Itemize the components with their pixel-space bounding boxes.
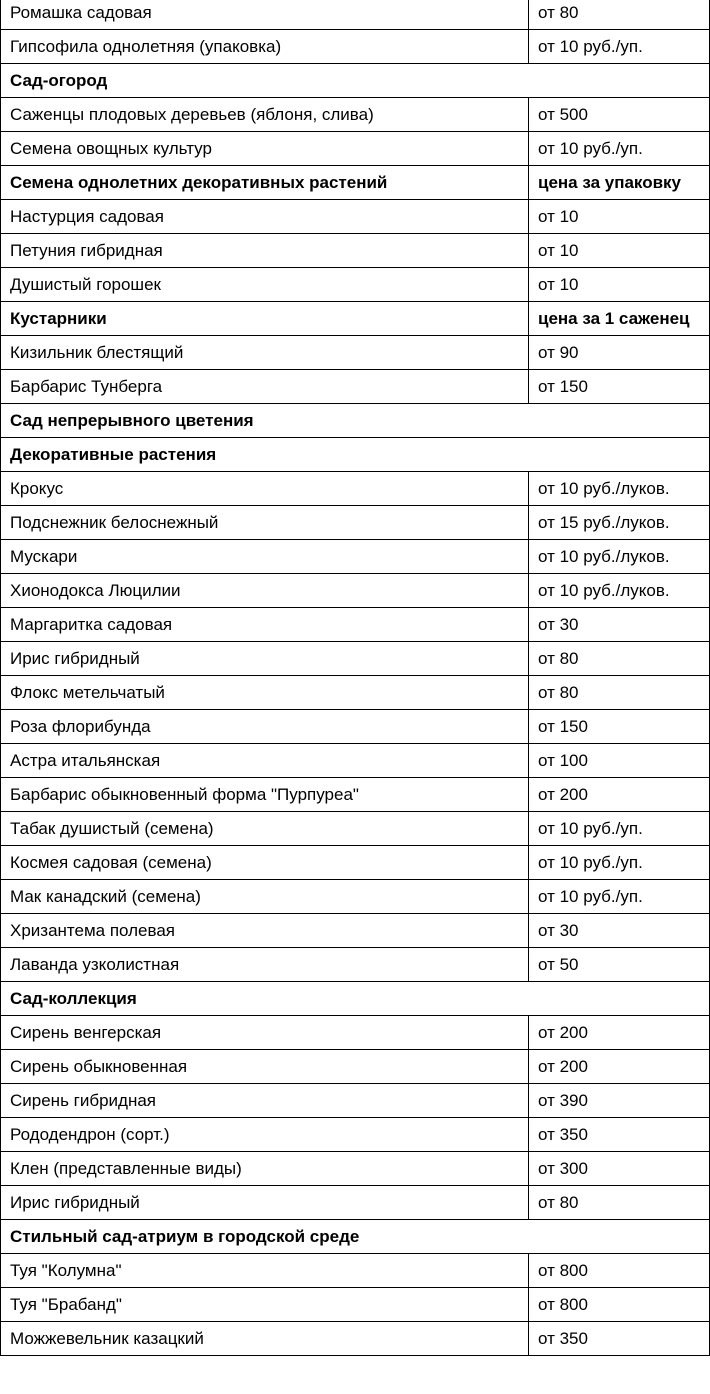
plant-price: от 50: [529, 948, 710, 982]
plant-name: Кизильник блестящий: [1, 336, 529, 370]
plant-price: от 30: [529, 914, 710, 948]
table-row: [1, 846, 710, 880]
plant-price: от 10: [529, 234, 710, 268]
table-row: [1, 948, 710, 982]
plant-price: от 200: [529, 1050, 710, 1084]
table-row: [1, 676, 710, 710]
plant-price: от 150: [529, 710, 710, 744]
plant-name: Подснежник белоснежный: [1, 506, 529, 540]
plant-price: от 30: [529, 608, 710, 642]
plant-name: Туя "Брабанд": [1, 1288, 529, 1322]
plant-name: Сирень венгерская: [1, 1016, 529, 1050]
plant-price: от 10 руб./луков.: [529, 574, 710, 608]
plant-price: от 10: [529, 268, 710, 302]
plant-price: от 10 руб./луков.: [529, 472, 710, 506]
plant-name: Барбарис Тунберга: [1, 370, 529, 404]
table-row: [1, 370, 710, 404]
plant-price: от 10 руб./луков.: [529, 540, 710, 574]
plant-price: от 10: [529, 200, 710, 234]
plant-name: Клен (представленные виды): [1, 1152, 529, 1186]
plant-name: Сирень гибридная: [1, 1084, 529, 1118]
table-row: [1, 506, 710, 540]
table-row: [1, 200, 710, 234]
plant-price: от 100: [529, 744, 710, 778]
plant-name: Душистый горошек: [1, 268, 529, 302]
plant-price: от 350: [529, 1322, 710, 1356]
plant-price: от 350: [529, 1118, 710, 1152]
table-row: [1, 336, 710, 370]
plant-name: Настурция садовая: [1, 200, 529, 234]
plant-price: от 10 руб./уп.: [529, 880, 710, 914]
column-header-row: [1, 166, 710, 200]
plant-price: от 200: [529, 1016, 710, 1050]
plant-price: от 80: [529, 642, 710, 676]
table-row: [1, 1254, 710, 1288]
table-row: [1, 880, 710, 914]
table-row: [1, 1050, 710, 1084]
plant-name: Саженцы плодовых деревьев (яблоня, слива): [1, 98, 529, 132]
category-title: Кустарники: [1, 302, 529, 336]
table-row: [1, 30, 710, 64]
price-unit-header: цена за упаковку: [529, 166, 710, 200]
plant-price: от 10 руб./уп.: [529, 846, 710, 880]
table-row: [1, 1152, 710, 1186]
plant-name: Маргаритка садовая: [1, 608, 529, 642]
plant-name: Роза флорибунда: [1, 710, 529, 744]
plant-price: от 800: [529, 1254, 710, 1288]
plant-price: от 10 руб./уп.: [529, 132, 710, 166]
plant-name: Ирис гибридный: [1, 642, 529, 676]
table-row: [1, 1118, 710, 1152]
plant-name: Мускари: [1, 540, 529, 574]
section-row: [1, 1220, 710, 1254]
plant-price: от 800: [529, 1288, 710, 1322]
plant-name: Хионодокса Люцилии: [1, 574, 529, 608]
table-row: [1, 1084, 710, 1118]
table-row: [1, 608, 710, 642]
plant-name: Ромашка садовая: [1, 0, 529, 30]
table-row: [1, 744, 710, 778]
plant-price: от 300: [529, 1152, 710, 1186]
section-title: Сад-огород: [1, 64, 710, 98]
plant-name: Флокс метельчатый: [1, 676, 529, 710]
section-row: [1, 438, 710, 472]
price-unit-header: цена за 1 саженец: [529, 302, 710, 336]
plant-name: Семена овощных культур: [1, 132, 529, 166]
table-row: [1, 1186, 710, 1220]
column-header-row: [1, 302, 710, 336]
section-title: Стильный сад-атриум в городской среде: [1, 1220, 710, 1254]
table-row: [1, 0, 710, 30]
section-title: Сад-коллекция: [1, 982, 710, 1016]
plant-name: Можжевельник казацкий: [1, 1322, 529, 1356]
table-row: [1, 1016, 710, 1050]
plant-price: от 390: [529, 1084, 710, 1118]
plant-name: Космея садовая (семена): [1, 846, 529, 880]
plant-price: от 80: [529, 1186, 710, 1220]
plant-name: Астра итальянская: [1, 744, 529, 778]
table-row: [1, 1322, 710, 1356]
plant-price: от 90: [529, 336, 710, 370]
section-row: [1, 64, 710, 98]
table-row: [1, 778, 710, 812]
plant-name: Мак канадский (семена): [1, 880, 529, 914]
plant-price: от 15 руб./луков.: [529, 506, 710, 540]
section-row: [1, 982, 710, 1016]
table-row: [1, 642, 710, 676]
plant-price: от 200: [529, 778, 710, 812]
plant-price: от 150: [529, 370, 710, 404]
section-title: Сад непрерывного цветения: [1, 404, 710, 438]
plant-name: Туя "Колумна": [1, 1254, 529, 1288]
plant-name: Крокус: [1, 472, 529, 506]
table-row: [1, 540, 710, 574]
table-row: [1, 98, 710, 132]
plant-price: от 10 руб./уп.: [529, 812, 710, 846]
table-row: [1, 574, 710, 608]
table-row: [1, 132, 710, 166]
table-row: [1, 234, 710, 268]
plant-name: Барбарис обыкновенный форма "Пурпуреа": [1, 778, 529, 812]
section-title: Декоративные растения: [1, 438, 710, 472]
table-row: [1, 812, 710, 846]
plant-name: Ирис гибридный: [1, 1186, 529, 1220]
section-row: [1, 404, 710, 438]
table-row: [1, 472, 710, 506]
plant-name: Табак душистый (семена): [1, 812, 529, 846]
table-row: [1, 1288, 710, 1322]
plant-price: от 10 руб./уп.: [529, 30, 710, 64]
plant-name: Хризантема полевая: [1, 914, 529, 948]
table-row: [1, 268, 710, 302]
plant-name: Гипсофила однолетняя (упаковка): [1, 30, 529, 64]
plant-name: Лаванда узколистная: [1, 948, 529, 982]
plant-name: Рододендрон (сорт.): [1, 1118, 529, 1152]
plant-price: от 500: [529, 98, 710, 132]
price-table-body: [1, 0, 710, 1356]
plant-price: от 80: [529, 0, 710, 30]
plant-price: от 80: [529, 676, 710, 710]
table-row: [1, 914, 710, 948]
table-row: [1, 710, 710, 744]
plant-name: Сирень обыкновенная: [1, 1050, 529, 1084]
plant-name: Петуния гибридная: [1, 234, 529, 268]
category-title: Семена однолетних декоративных растений: [1, 166, 529, 200]
